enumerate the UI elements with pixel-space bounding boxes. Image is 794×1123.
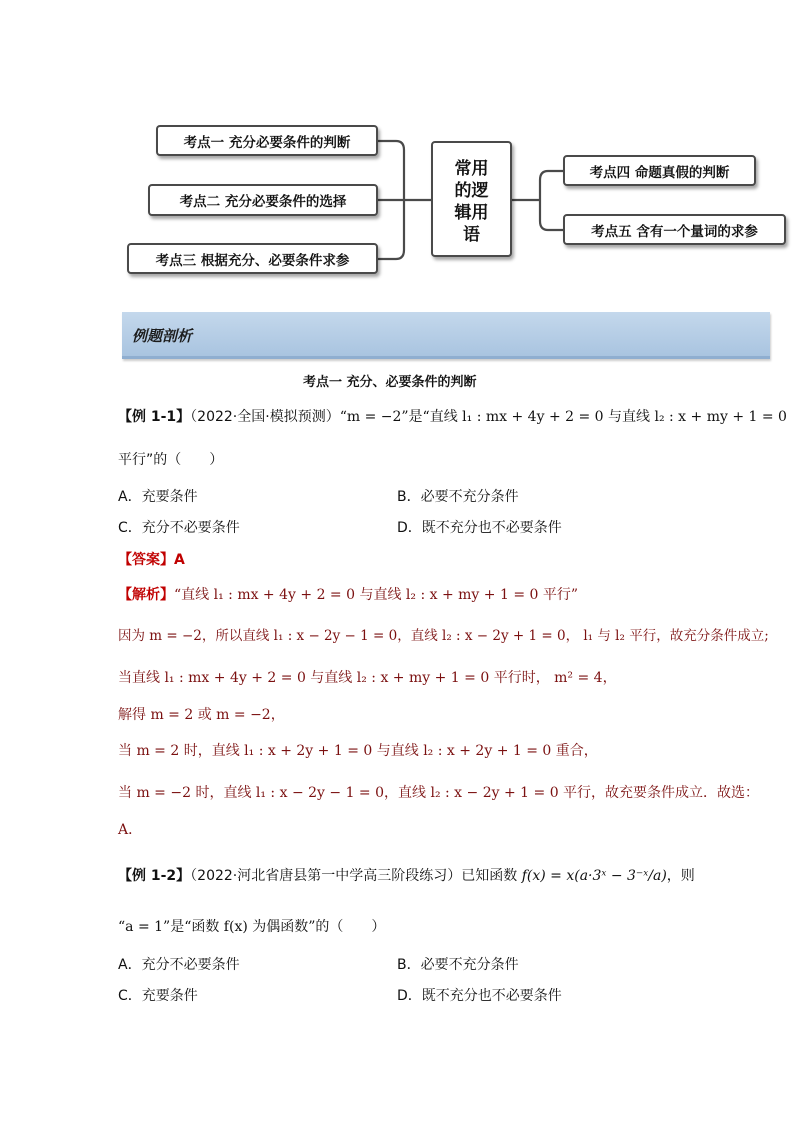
section-title: 考点一 充分、必要条件的判断 [303, 375, 477, 390]
example2-source: （2022·河北省唐县第一中学高三阶段练习） [190, 868, 462, 884]
example1-answer [118, 550, 185, 570]
example1-option-d: D．既不充分也不必要条件 [397, 520, 562, 536]
mindmap-center-node: 常用的逻辑用语 [431, 141, 512, 257]
mindmap-node-1: 考点一 充分必要条件的判断 [156, 125, 378, 156]
example2-formula: f(x) = x(a·3ˣ − 3⁻ˣ/a) [521, 868, 667, 884]
example2-option-d: D．既不充分也不必要条件 [397, 988, 562, 1004]
example2-stem-prefix: 已知函数 [461, 868, 518, 884]
example1-analysis-line7: A． [118, 822, 143, 838]
section-banner [122, 312, 770, 359]
example2-option-a: A．充分不必要条件 [118, 957, 240, 973]
example2-stem-line1 [118, 866, 695, 886]
example1-analysis-line2: 因为 m = −2，所以直线 l₁ : x − 2y − 1 = 0，直线 l₂ : x − 2y + 1 = 0， l₁ 与 l₂ 平行，故充分条件成立; [118, 628, 769, 644]
example2-option-b: B．必要不充分条件 [397, 957, 519, 973]
example2-option-c: C．充要条件 [118, 988, 198, 1004]
example1-option-b: B．必要不充分条件 [397, 489, 519, 505]
section-banner-title: 例题剖析 [132, 327, 193, 345]
answer-label: 【答案】 [118, 552, 174, 568]
example2-tag: 【例 1-2】 [118, 868, 191, 884]
mindmap-connectors [0, 0, 794, 300]
analysis-text: “直线 l₁ : mx + 4y + 2 = 0 与直线 l₂ : x + my + 1 = 0 平行” [174, 587, 579, 603]
example1-tag: 【例 1-1】 [118, 409, 191, 425]
example2-stem-line2: “a = 1”是“函数 f(x) 为偶函数”的（ ） [118, 919, 386, 935]
mindmap-node-4: 考点四 命题真假的判断 [563, 155, 756, 186]
example1-analysis-line3: 当直线 l₁ : mx + 4y + 2 = 0 与直线 l₂ : x + my + 1 = 0 平行时， m² = 4， [118, 670, 617, 686]
example1-analysis-line4: 解得 m = 2 或 m = −2， [118, 707, 285, 723]
example1-analysis-line1 [118, 585, 578, 605]
example1-stem-line2: 平行”的（ ） [118, 452, 224, 468]
example2-stem-suffix: ，则 [666, 868, 695, 884]
answer-value: A [174, 552, 185, 568]
mindmap-node-2: 考点二 充分必要条件的选择 [148, 184, 378, 216]
mindmap-node-5: 考点五 含有一个量词的求参 [563, 214, 786, 245]
example1-stem: “m = −2”是“直线 l₁ : mx + 4y + 2 = 0 与直线 l₂ : x + my + 1 = 0 [339, 409, 787, 425]
example1-option-c: C．充分不必要条件 [118, 520, 240, 536]
example1-analysis-line6: 当 m = −2 时，直线 l₁ : x − 2y − 1 = 0，直线 l₂ : x − 2y + 1 = 0 平行，故充要条件成立．故选： [118, 785, 760, 801]
analysis-label: 【解析】 [118, 587, 174, 603]
example1-analysis-line5: 当 m = 2 时，直线 l₁ : x + 2y + 1 = 0 与直线 l₂ : x + 2y + 1 = 0 重合， [118, 743, 598, 759]
example1-stem-line1 [118, 407, 787, 427]
example1-option-a: A．充要条件 [118, 489, 198, 505]
example1-source: （2022·全国·模拟预测） [190, 409, 340, 425]
mindmap-node-3: 考点三 根据充分、必要条件求参 [127, 243, 378, 274]
